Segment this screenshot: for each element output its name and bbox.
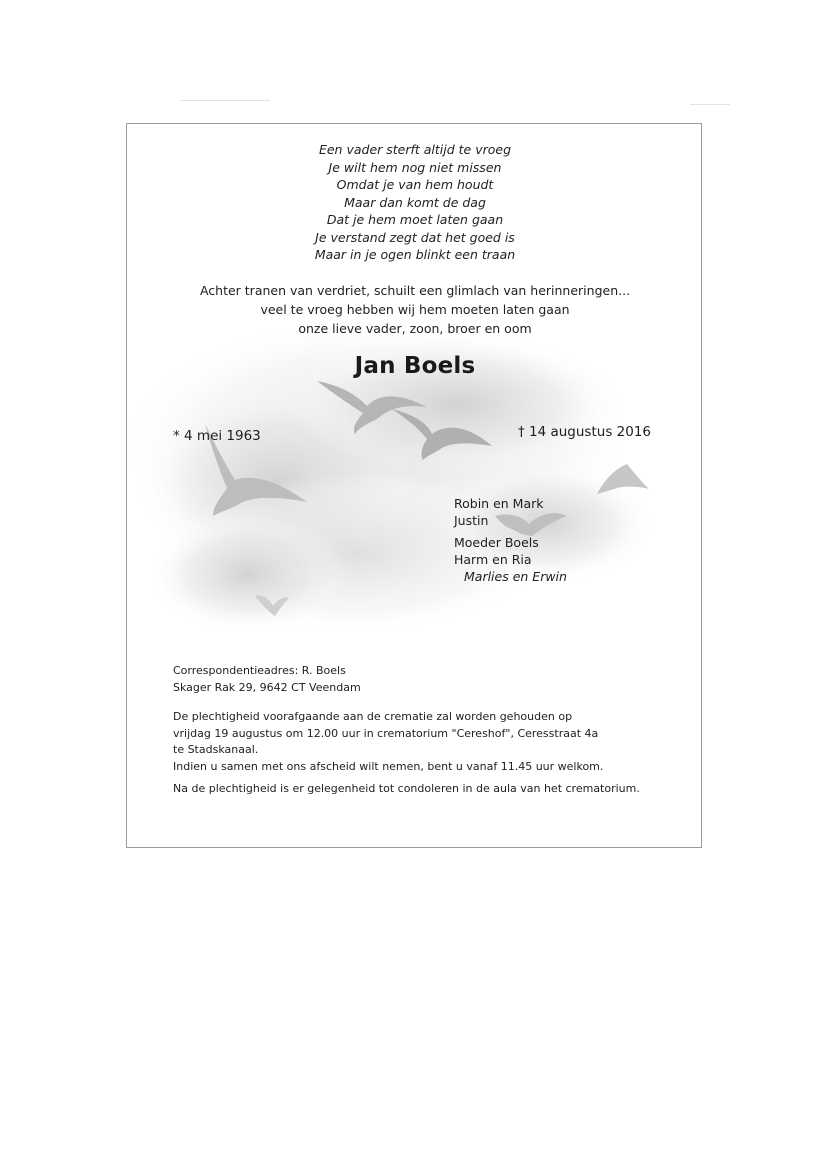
address-line: Skager Rak 29, 9642 CT Veendam [173,681,361,694]
intro-line: veel te vroeg hebben wij hem moeten laten gaan [260,302,570,317]
poem-line: Je wilt hem nog niet missen [328,159,502,175]
service-line: Indien u samen met ons afscheid wilt nemen, bent u vanaf 11.45 uur welkom. [173,759,604,773]
family-member: Harm en Ria [454,552,532,567]
poem-line: Een vader sterft altijd te vroeg [318,142,512,157]
address-line: Correspondentieadres: R. Boels [173,664,346,677]
service-line: vrijdag 19 augustus om 12.00 uur in crematorium "Cereshof", Ceresstraat 4a [173,726,599,740]
scan-smudge-top-right [690,104,730,105]
correspondence-address [173,662,361,696]
service-line: De plechtigheid voorafgaande aan de crematie zal worden gehouden op [173,710,573,723]
intro-line: Achter tranen van verdriet, schuilt een glimlach van herinneringen... [199,283,631,298]
poem-line: Maar dan komt de dag [344,194,486,210]
poem-line: Je verstand zegt dat het goed is [315,229,515,245]
service-details [173,709,603,775]
family-list [454,495,567,585]
poem-line: Maar in je ogen blinkt een traan [314,247,516,262]
intro-line: onze lieve vader, zoon, broer en oom [298,321,532,336]
poem [127,141,702,264]
poem-line: Dat je hem moet laten gaan [326,212,504,227]
scan-smudge-top [180,100,270,101]
death-date: † 14 augustus 2016 [517,424,651,440]
family-member: Justin [454,513,489,528]
condolence-note: Na de plechtigheid is er gelegenheid tot condoleren in de aula van het crematorium. [173,782,640,795]
birth-date: * 4 mei 1963 [173,428,261,444]
family-member: Robin en Mark [454,496,544,511]
family-member: Moeder Boels [454,535,539,550]
poem-line: Omdat je van hem houdt [336,177,494,192]
deceased-name: Jan Boels [354,353,476,379]
family-member: Marlies en Erwin [464,569,567,584]
intro-text [127,281,702,338]
service-line: te Stadskanaal. [173,743,259,756]
obituary-card [126,123,702,848]
